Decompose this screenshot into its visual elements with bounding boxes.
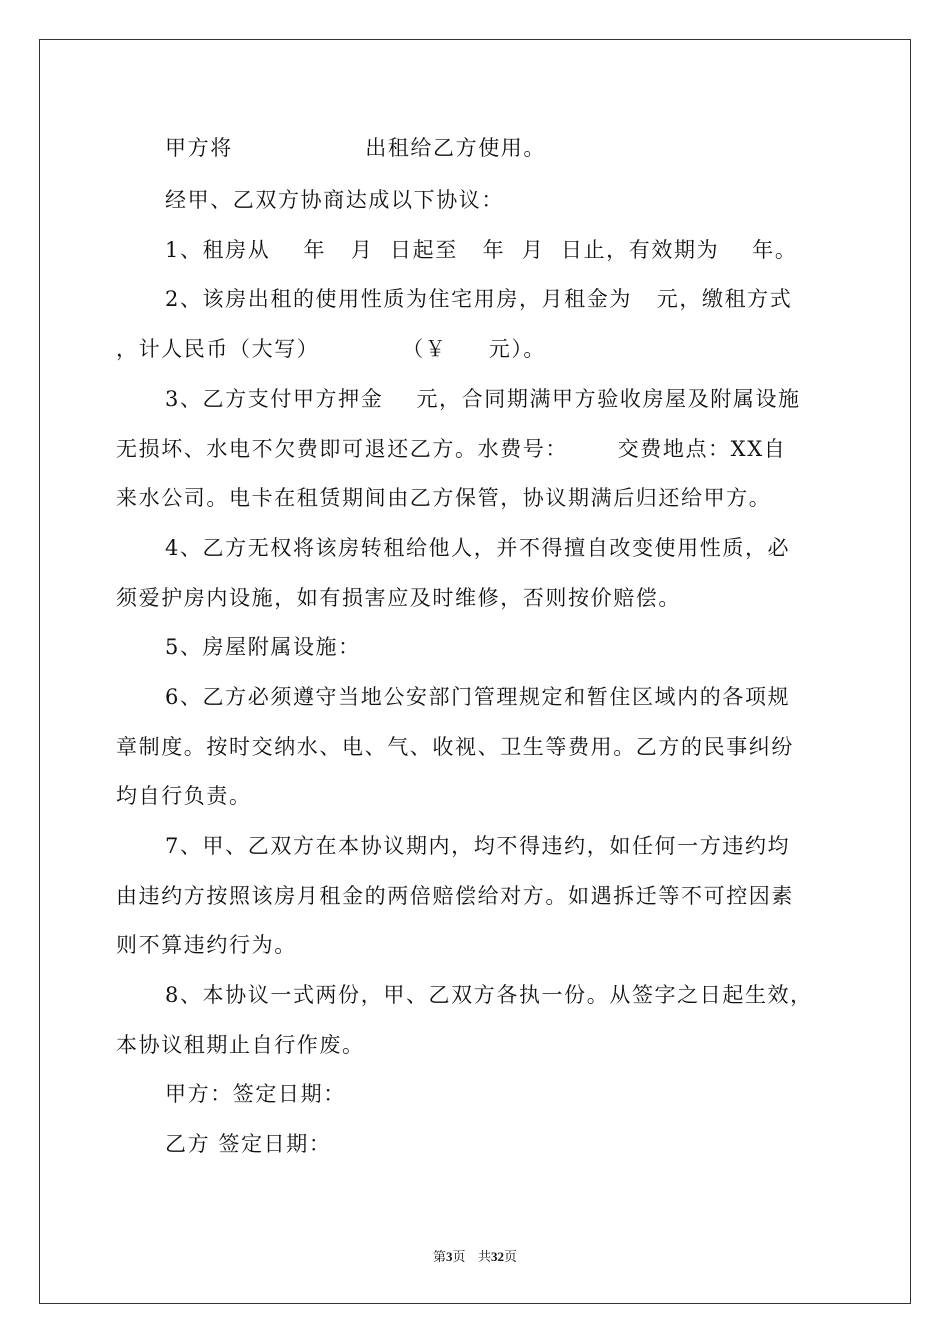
text-line-12: 6、乙方必须遵守当地公安部门管理规定和暂住区域内的各项规 bbox=[165, 685, 791, 709]
text-line-10: 须爱护房内设施，如有损害应及时维修，否则按价赔偿。 bbox=[116, 586, 681, 610]
text-line-3: 1、租房从 年 月 日起至 年 月 日止，有效期为 年。 bbox=[165, 238, 798, 262]
text-line-19: 本协议租期止自行作废。 bbox=[116, 1033, 365, 1057]
text-line-13: 章制度。按时交纳水、电、气、收视、卫生等费用。乙方的民事纠纷 bbox=[116, 735, 794, 759]
text-line-18: 8、本协议一式两份，甲、乙双方各执一份。从签字之日起生效， bbox=[165, 983, 813, 1007]
total-pages: 32 bbox=[490, 1249, 504, 1264]
text-line-8: 来水公司。电卡在租赁期间由乙方保管，协议期满后归还给甲方。 bbox=[116, 486, 772, 510]
page-footer bbox=[0, 1246, 950, 1265]
text-line-2: 经甲、乙双方协商达成以下协议： bbox=[165, 188, 504, 212]
page-border bbox=[39, 39, 911, 1304]
party-a-signature-line: 甲方：签定日期： bbox=[165, 1082, 346, 1106]
text-line-11: 5、房屋附属设施： bbox=[165, 635, 361, 659]
text-line-14: 均自行负责。 bbox=[116, 784, 252, 808]
text-line-16: 由违约方按照该房月租金的两倍赔偿给对方。如遇拆迁等不可控因素 bbox=[116, 884, 794, 908]
text-line-4: 2、该房出租的使用性质为住宅用房，月租金为 元，缴租方式 bbox=[165, 287, 793, 311]
page-prefix: 第 bbox=[433, 1250, 447, 1265]
page-suffix: 页 共 bbox=[452, 1250, 491, 1265]
text-line-1: 甲方将 出租给乙方使用。 bbox=[165, 136, 547, 160]
page-number: 3 bbox=[446, 1249, 453, 1264]
text-line-9: 4、乙方无权将该房转租给他人，并不得擅自改变使用性质，必 bbox=[165, 536, 791, 560]
text-line-7: 无损坏、水电不欠费即可退还乙方。水费号： 交费地点：XX自 bbox=[116, 437, 787, 461]
party-b-signature-line: 乙方 签定日期： bbox=[165, 1132, 332, 1156]
text-line-5: ，计人民币（大写） （￥ 元）。 bbox=[116, 337, 547, 361]
text-line-15: 7、甲、乙双方在本协议期内，均不得违约，如任何一方违约均 bbox=[165, 834, 791, 858]
total-suffix: 页 bbox=[503, 1250, 517, 1265]
text-line-6: 3、乙方支付甲方押金 元，合同期满甲方验收房屋及附属设施 bbox=[165, 387, 801, 411]
text-line-17: 则不算违约行为。 bbox=[116, 933, 297, 957]
